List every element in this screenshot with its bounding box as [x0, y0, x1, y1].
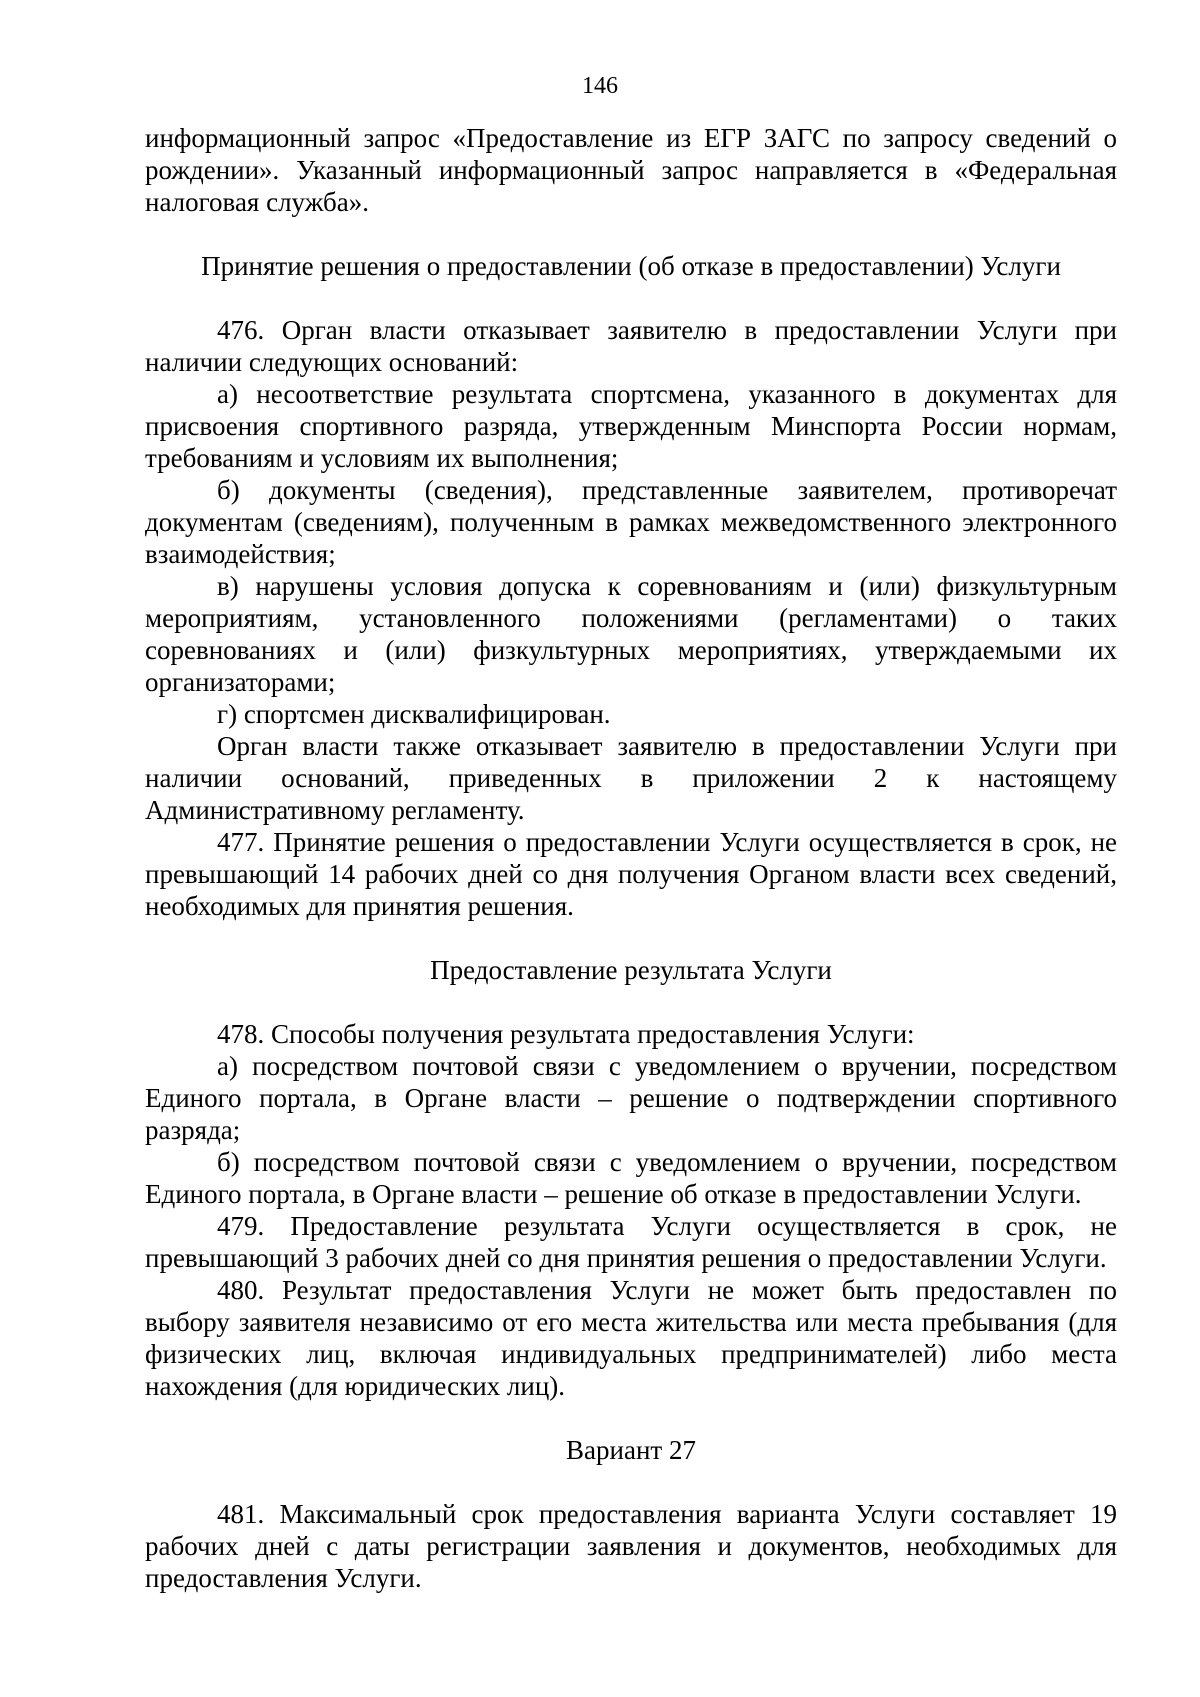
paragraph-476-g: г) спортсмен дисквалифицирован. — [217, 699, 611, 729]
paragraph-481: 481. Максимальный срок предоставления варианта Услуги составляет 19 рабочих дней с даты регистрации заявления и документов, необходимых для предоставления Услуги. — [145, 1499, 1117, 1593]
paragraph-480: 480. Результат предоставления Услуги не может быть предоставлен по выбору заявителя независимо от его места жительства или места пребывания (для физических лиц, включая индивидуальных предпринимателей) либо места нахождения (для юридических лиц). — [145, 1275, 1117, 1401]
page-number: 146 — [582, 73, 618, 99]
paragraph-478-a: а) посредством почтовой связи с уведомлением о вручении, посредством Единого портала, в Органе власти – решение о подтверждении спортивного разряда; — [145, 1051, 1117, 1145]
paragraph-478: 478. Способы получения результата предоставления Услуги: — [217, 1019, 915, 1049]
paragraph-476-also: Орган власти также отказывает заявителю в предоставлении Услуги при наличии оснований, приведенных в приложении 2 к настоящему Административному регламенту. — [145, 731, 1117, 825]
section-heading-result: Предоставление результата Услуги — [430, 955, 832, 985]
document-body — [145, 122, 1117, 1594]
paragraph-476-v: в) нарушены условия допуска к соревнованиям и (или) физкультурным мероприятиям, установленного положениями (регламентами) о таких соревнованиях и (или) физкультурных мероприятиях, утверждаемыми их организаторами; — [145, 571, 1117, 697]
spacer — [145, 282, 1117, 314]
spacer — [145, 922, 1117, 954]
spacer — [145, 1402, 1117, 1434]
paragraph-476-b: б) документы (сведения), представленные заявителем, противоречат документам (сведениям), полученным в рамках межведомственного электронного взаимодействия; — [145, 475, 1117, 569]
paragraph-476-a: а) несоответствие результата спортсмена, указанного в документах для присвоения спортивного разряда, утвержденным Минспорта России нормам, требованиям и условиям их выполнения; — [145, 379, 1117, 473]
spacer — [145, 986, 1117, 1018]
section-heading-decision: Принятие решения о предоставлении (об отказе в предоставлении) Услуги — [201, 251, 1061, 281]
section-heading-variant: Вариант 27 — [566, 1435, 696, 1465]
spacer — [145, 218, 1117, 250]
paragraph-478-b: б) посредством почтовой связи с уведомлением о вручении, посредством Единого портала, в Органе власти – решение об отказе в предоставлении Услуги. — [145, 1147, 1117, 1209]
paragraph-477: 477. Принятие решения о предоставлении Услуги осуществляется в срок, не превышающий 14 рабочих дней со дня получения Органом власти всех сведений, необходимых для принятия решения. — [145, 827, 1117, 921]
paragraph-479: 479. Предоставление результата Услуги осуществляется в срок, не превышающий 3 рабочих дней со дня принятия решения о предоставлении Услуги. — [145, 1211, 1117, 1273]
spacer — [145, 1466, 1117, 1498]
paragraph-476: 476. Орган власти отказывает заявителю в предоставлении Услуги при наличии следующих оснований: — [145, 315, 1117, 377]
paragraph-intro: информационный запрос «Предоставление из ЕГР ЗАГС по запросу сведений о рождении». Указанный информационный запрос направляется в «Федеральная налоговая служба». — [145, 123, 1117, 217]
